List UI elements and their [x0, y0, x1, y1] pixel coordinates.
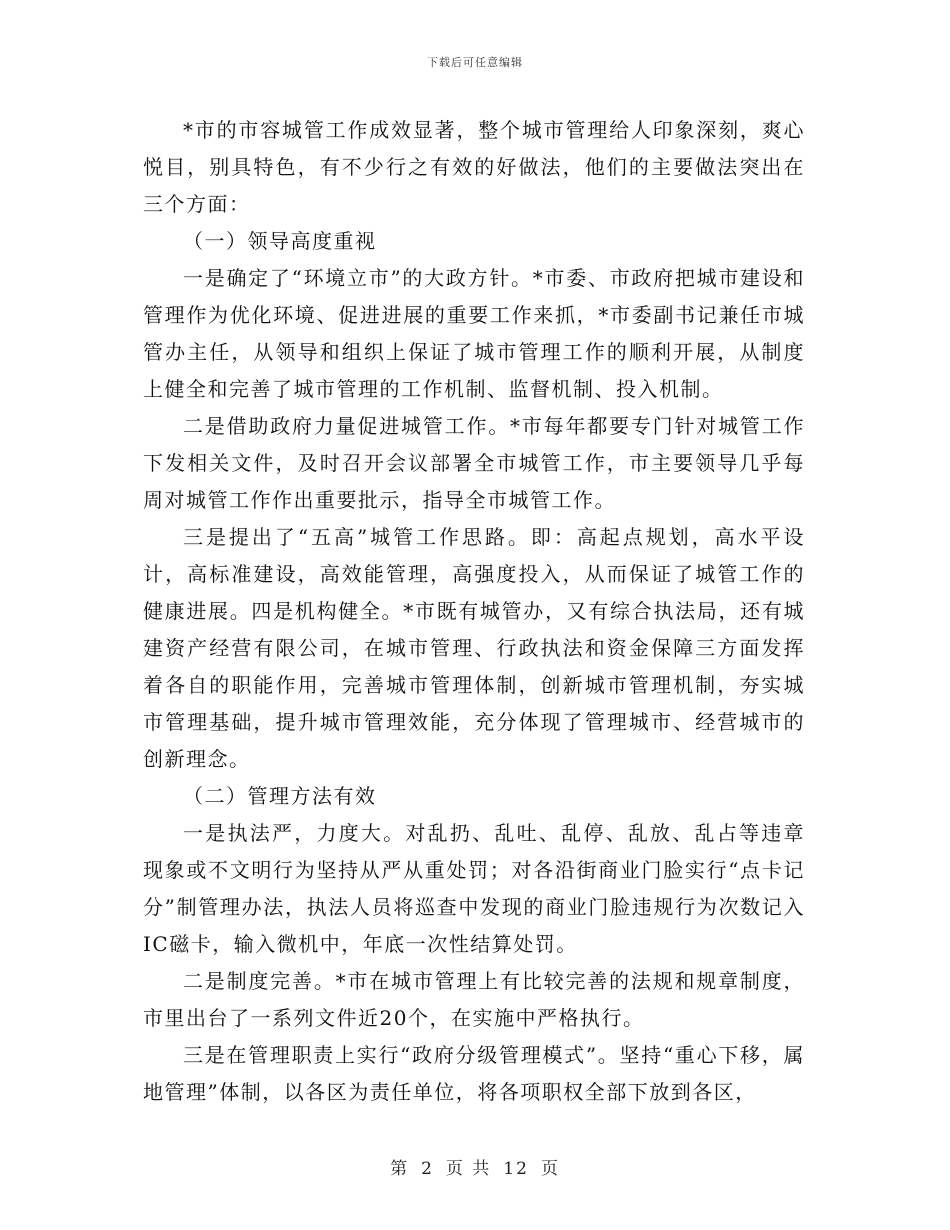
paragraph-2-1: 一是执法严，力度大。对乱扔、乱吐、乱停、乱放、乱占等违章现象或不文明行为坚持从严从重处罚；对各沿街商业门脸实行“点卡记分”制管理办法，执法人员将巡查中发现的商业门脸违规行为次数记入IC磁卡，输入微机中，年底一次性结算处罚。: [143, 821, 805, 956]
paragraph-2-3: 三是在管理职责上实行“政府分级管理模式”。坚持“重心下移，属地管理”体制，以各区为责任单位，将各项职权全部下放到各区，: [143, 1043, 805, 1104]
document-body: [143, 112, 805, 1111]
paragraph-1-1: 一是确定了“环境立市”的大政方针。*市委、市政府把城市建设和管理作为优化环境、促进进展的重要工作来抓，*市委副书记兼任市城管办主任，从领导和组织上保证了城市管理工作的顺利开展，从制度上健全和完善了城市管理的工作机制、监督机制、投入机制。: [143, 266, 805, 401]
footer-prefix: 第: [390, 1159, 410, 1179]
footer-suffix: 页: [540, 1159, 560, 1179]
page-header: 下载后可任意编辑: [427, 56, 523, 69]
paragraph-1-3: 三是提出了“五高”城管工作思路。即：高起点规划，高水平设计，高标准建设，高效能管理，高强度投入，从而保证了城管工作的健康进展。四是机构健全。*市既有城管办，又有综合执法局，还有城建资产经营有限公司，在城市管理、行政执法和资金保障三方面发挥着各自的职能作用，完善城市管理体制，创新城市管理机制，夯实城市管理基础，提升城市管理效能，充分体现了管理城市、经营城市的创新理念。: [143, 525, 805, 771]
paragraph-1-2: 二是借助政府力量促进城管工作。*市每年都要专门针对城管工作下发相关文件，及时召开会议部署全市城管工作，市主要领导几乎每周对城管工作作出重要批示，指导全市城管工作。: [143, 414, 805, 512]
paragraph-2-2: 二是制度完善。*市在城市管理上有比较完善的法规和规章制度，市里出台了一系列文件近20个，在实施中严格执行。: [143, 969, 805, 1030]
section-heading-2: （二）管理方法有效: [183, 784, 377, 808]
page-footer: [0, 1154, 950, 1179]
section-heading-1: （一）领导高度重视: [183, 229, 377, 253]
footer-page-number: 2: [421, 1159, 434, 1179]
footer-middle: 页 共: [445, 1159, 492, 1179]
paragraph-intro: *市的市容城管工作成效显著，整个城市管理给人印象深刻，爽心悦目，别具特色，有不少行之有效的好做法，他们的主要做法突出在三个方面：: [143, 118, 805, 216]
footer-total-pages: 12: [503, 1159, 529, 1179]
